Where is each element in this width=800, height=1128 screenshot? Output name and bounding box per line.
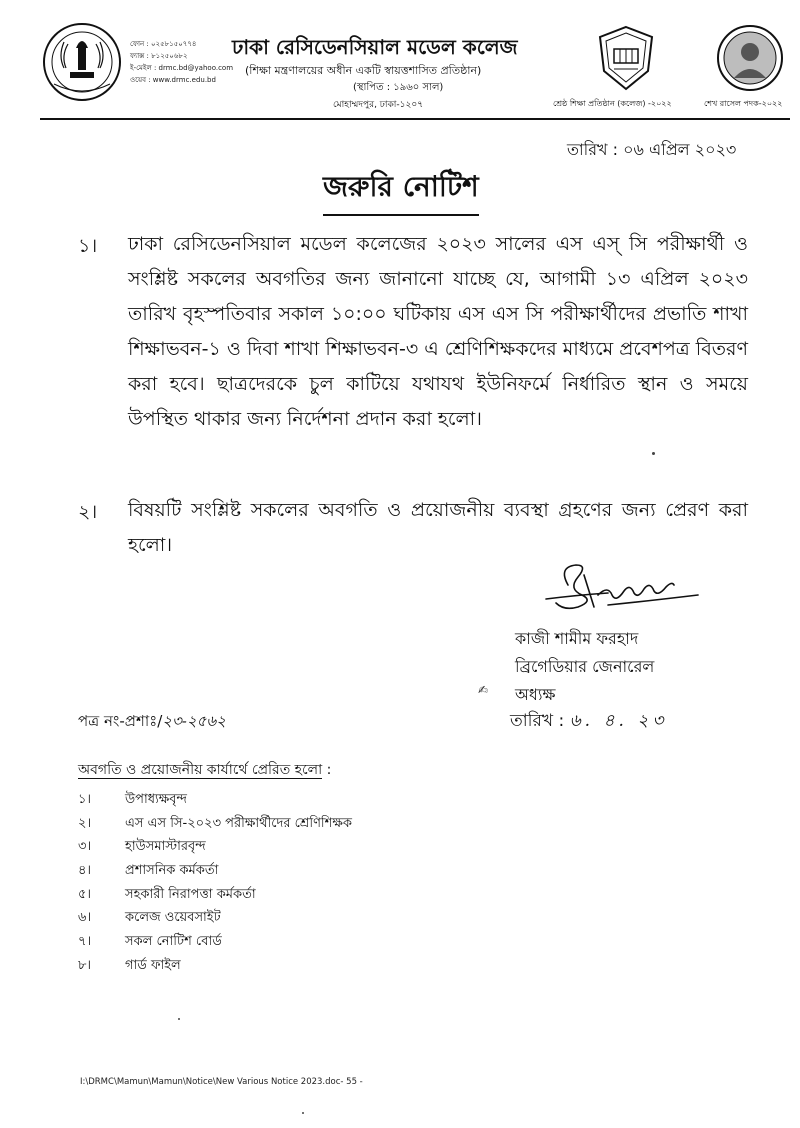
handwritten-signature <box>538 555 708 617</box>
list-item-number: ১। <box>78 792 92 807</box>
contact-email[interactable]: ই-মেইল : drmc.bd@yahoo.com <box>130 64 234 72</box>
contact-web[interactable]: ওয়েব : www.drmc.edu.bd <box>130 76 216 84</box>
sign-date-label: তারিখ : <box>510 711 565 731</box>
portrait-medal-icon <box>716 22 784 94</box>
list-item-number: ৬। <box>78 910 92 926</box>
college-name: ঢাকা রেসিডেনসিয়াল মডেল কলেজ <box>232 35 518 59</box>
list-item-number: ৭। <box>78 934 92 950</box>
award2-caption: শেখ রাসেল পদক-২০২২ <box>704 99 783 108</box>
list-item-text: হাউসমাস্টারবৃন্দ <box>125 839 206 855</box>
contact-fax: ফ্যাক্স : ৮১২৫০৬৮২ <box>130 52 188 60</box>
distribution-heading-text: অবগতি ও প্রয়োজনীয় কার্যার্থে প্রেরিত হলো <box>78 762 323 778</box>
list-item-text: গার্ড ফাইল <box>125 957 181 973</box>
signatory-title: অধ্যক্ষ <box>515 685 556 704</box>
list-item-number: ৩। <box>78 839 92 855</box>
header-divider <box>40 118 790 120</box>
memo-number <box>78 710 226 735</box>
award-emblem-icon <box>596 25 656 93</box>
list-item-text: প্রশাসনিক কর্মকর্তা <box>125 863 219 879</box>
contact-phone: ফোন : ০২৫৮১৫০৭৭৪ <box>130 40 197 48</box>
memo-number-label: পত্র নং-প্রশাঃ/ <box>78 712 163 730</box>
distribution-heading <box>78 758 331 782</box>
paragraph-1-text: ঢাকা রেসিডেনসিয়াল মডেল কলেজের ২০২৩ সালের এস এস্ সি পরীক্ষার্থী ও সংশ্লিষ্ট সকলের অবগতির জন্য জানানো যাচ্ছে যে, আগামী ১৩ এপ্রিল ২০২৩ তারিখ বৃহস্পতিবার সকাল ১০:০০ ঘটিকায় এস এস সি পরীক্ষার্থীদের প্রভাতি শাখা শিক্ষাভবন-১ ও দিবা শাখা শিক্ষাভবন-৩ এ শ্রেণিশিক্ষকদের মাধ্যমে প্রবেশপত্র বিতরণ করা হবে। ছাত্রদেরকে চুল কাটিয়ে যথাযথ ইউনিফর্মে নির্ধারিত স্থান ও সময়ে উপস্থিত থাকার জন্য নির্দেশনা প্রদান করা হলো। <box>128 233 748 430</box>
paragraph-1-number: ১। <box>78 235 98 257</box>
list-item-text: উপাধ্যক্ষবৃন্দ <box>125 792 187 807</box>
list-item-number: ৮। <box>78 957 92 973</box>
list-item-number: ৫। <box>78 886 92 902</box>
paragraph-2-number: ২। <box>78 501 98 523</box>
scan-speck <box>652 452 655 455</box>
college-address: মোহাম্মদপুর, ঢাকা-১২০৭ <box>333 100 424 110</box>
signatory-rank: ব্রিগেডিয়ার জেনারেল <box>515 657 655 676</box>
initial-mark-icon: ✍ <box>478 683 489 697</box>
sign-date <box>510 708 667 736</box>
paragraph-2-text: বিষয়টি সংশ্লিষ্ট সকলের অবগতি ও প্রয়োজনীয় ব্যবস্থা গ্রহণের জন্য প্রেরণ করা হলো। <box>128 499 748 556</box>
distribution-heading-suffix: : <box>322 762 332 778</box>
list-item-text: কলেজ ওয়েবসাইট <box>125 910 221 926</box>
list-item-number: ৪। <box>78 863 92 879</box>
file-path-footer: I:\DRMC\Mamun\Mamun\Notice\New Various Notice 2023.doc- 55 - <box>80 1077 363 1087</box>
college-logo <box>42 22 122 102</box>
established-year: (স্থাপিত : ১৯৬০ সাল) <box>353 82 444 93</box>
list-item-text: সহকারী নিরাপত্তা কর্মকর্তা <box>125 886 256 902</box>
notice-title: জরুরি নোটিশ <box>323 165 479 216</box>
memo-number-handwritten: ২৩-২৫৬২ <box>162 712 226 730</box>
list-item-number: ২। <box>78 815 92 831</box>
signatory-name: কাজী শামীম ফরহাদ <box>515 629 639 648</box>
college-subtitle: (শিক্ষা মন্ত্রণালয়ের অধীন একটি স্বায়ত্তশাসিত প্রতিষ্ঠান) <box>245 64 482 77</box>
contact-block <box>130 38 233 86</box>
list-item-text: এস এস সি-২০২৩ পরীক্ষার্থীদের শ্রেণিশিক্ষক <box>125 815 352 831</box>
award1-caption: শ্রেষ্ঠ শিক্ষা প্রতিষ্ঠান (কলেজ) -২০২২ <box>553 99 672 108</box>
scan-speck <box>302 1112 304 1114</box>
notice-date: তারিখ : ০৬ এপ্রিল ২০২৩ <box>567 140 737 159</box>
sign-date-handwritten: ৬. ৪. ২৩ <box>569 711 668 731</box>
scan-speck <box>178 1018 180 1020</box>
list-item-text: সকল নোটিশ বোর্ড <box>125 934 222 950</box>
